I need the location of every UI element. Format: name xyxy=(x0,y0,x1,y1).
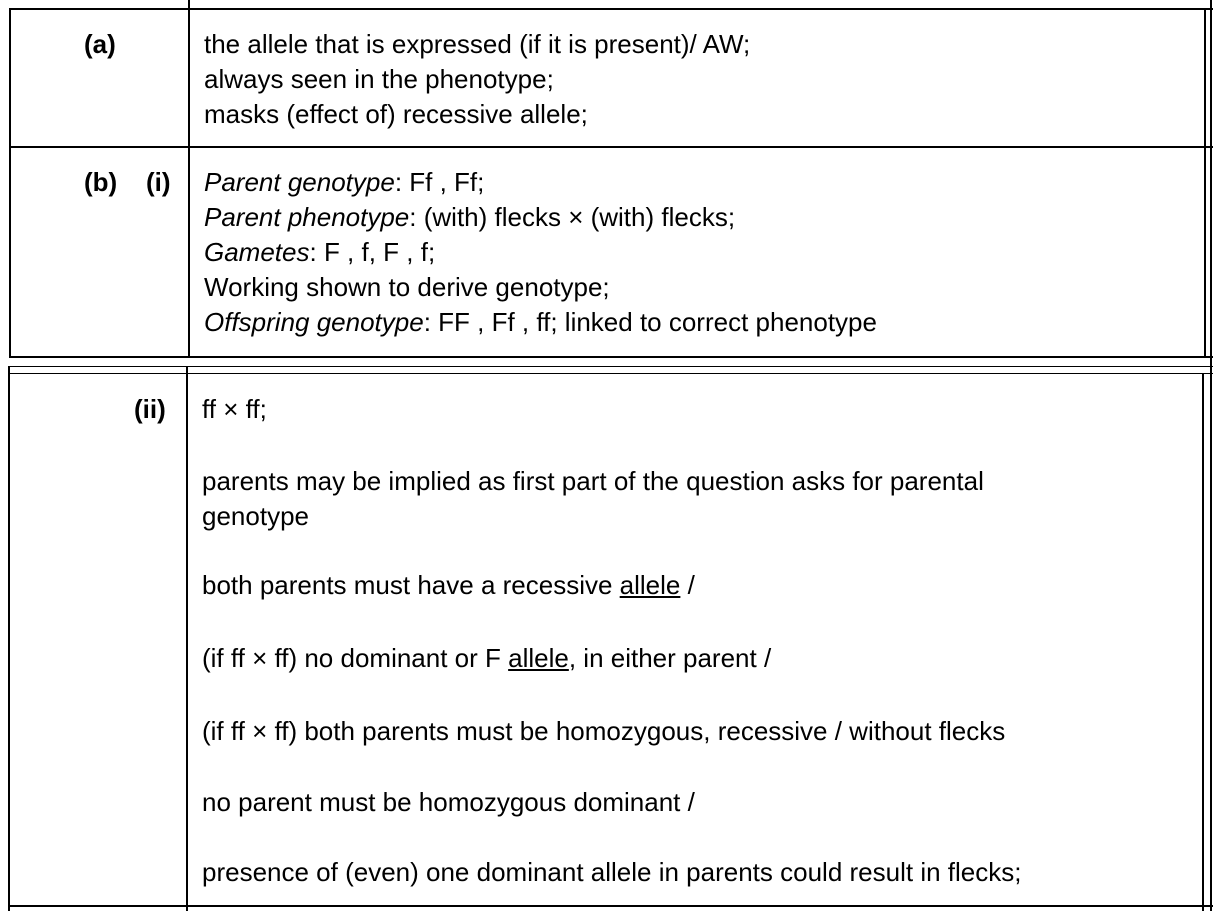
recessive-allele-suffix: / xyxy=(680,570,695,600)
no-homozygous-dominant-line: no parent must be homozygous dominant / xyxy=(202,787,695,817)
working-line: Working shown to derive genotype; xyxy=(204,272,610,302)
gametes-value: : F , f, F , f; xyxy=(309,237,436,267)
part-a-line-3: masks (effect of) recessive allele; xyxy=(204,99,588,129)
part-b-label: (b) xyxy=(84,167,118,197)
recessive-allele-text: both parents must have a recessive xyxy=(202,570,620,600)
rule-right-edge xyxy=(1210,0,1212,911)
no-dominant-underlined: allele xyxy=(508,643,569,673)
no-dominant-text: (if ff × ff) no dominant or F xyxy=(202,643,509,673)
rule-before-bii xyxy=(8,373,1213,374)
rule-after-a xyxy=(10,146,1213,148)
parent-genotype-key: Parent genotype xyxy=(204,167,395,197)
recessive-allele-underlined: allele xyxy=(619,570,681,600)
note-line-1: parents may be implied as first part of the question asks for parental xyxy=(202,466,984,496)
parent-genotype-value: : Ff , Ff; xyxy=(394,167,485,197)
parent-phenotype-line xyxy=(204,200,735,235)
rule-right-top xyxy=(1204,8,1206,358)
part-b-ii-label: (ii) xyxy=(134,394,166,424)
part-a-label: (a) xyxy=(84,29,116,59)
parent-phenotype-key: Parent phenotype xyxy=(204,202,410,232)
rule-before-bii-outer xyxy=(8,366,1213,367)
rule-bottom xyxy=(8,905,1213,907)
offspring-genotype-value: : FF , Ff , ff; linked to correct phenotype xyxy=(423,307,877,337)
note-line-2: genotype xyxy=(202,501,309,531)
no-dominant-line xyxy=(202,641,771,676)
parent-genotype-line xyxy=(204,165,484,200)
offspring-genotype-line xyxy=(204,305,877,340)
part-a-line-2: always seen in the phenotype; xyxy=(204,64,554,94)
rule-col-top xyxy=(188,0,190,358)
homozygous-recessive-line: (if ff × ff) both parents must be homozygous, recessive / without flecks xyxy=(202,716,1006,746)
part-a-line-1: the allele that is expressed (if it is present)/ AW; xyxy=(204,29,751,59)
rule-left-top xyxy=(9,8,11,358)
gametes-line xyxy=(204,235,435,270)
gametes-key: Gametes xyxy=(204,237,310,267)
rule-right-bottom xyxy=(1202,373,1204,911)
rule-col-bottom xyxy=(186,366,188,911)
dominant-allele-flecks-line: presence of (even) one dominant allele in parents could result in flecks; xyxy=(202,857,1022,887)
offspring-genotype-key: Offspring genotype xyxy=(204,307,424,337)
part-b-i-label: (i) xyxy=(146,167,171,197)
rule-top xyxy=(10,8,1213,10)
recessive-allele-line xyxy=(202,568,695,603)
no-dominant-suffix: , in either parent / xyxy=(568,643,772,673)
rule-left-bottom xyxy=(8,366,10,911)
rule-after-bi xyxy=(10,356,1213,358)
parent-phenotype-value: : (with) flecks × (with) flecks; xyxy=(409,202,736,232)
cross-line: ff × ff; xyxy=(202,394,267,424)
